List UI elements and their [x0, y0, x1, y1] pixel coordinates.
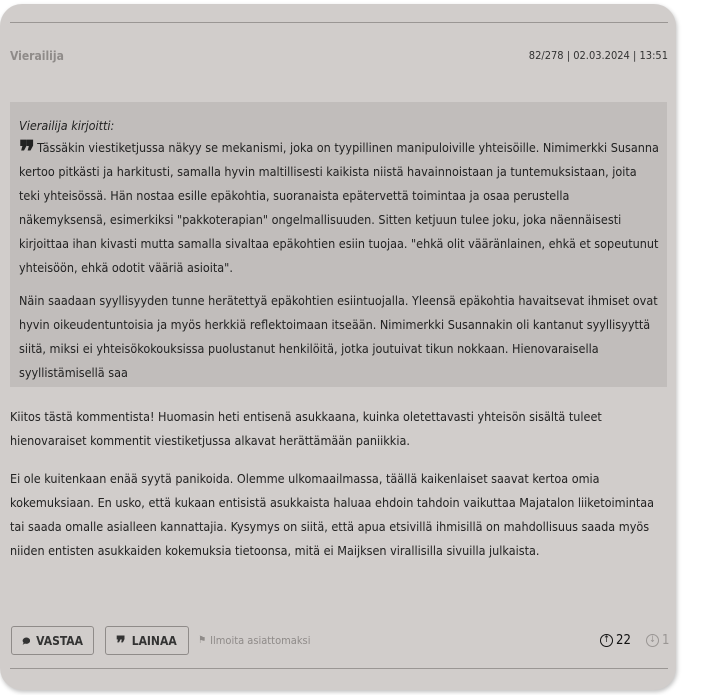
speech-bubble-icon — [22, 635, 30, 647]
report-label: Ilmoita asiattomaksi — [210, 634, 311, 647]
post-card — [0, 4, 676, 690]
flag-icon: ⚑ — [198, 635, 207, 646]
report-link[interactable] — [198, 634, 310, 647]
quote-paragraph: Tässäkin viestiketjussa näkyy se mekanismi, joka on tyypillinen manipuloiville yhteisöille. Nimimerkki Susanna kertoo pitkästi ja harkitusti, samalla hyvin maltillisesti kaikista niistä havainnoistaan ja tuntemuksistaan, joita teki yhteisössä. Hän nostaa esille epäkohtia, suoranaista epätervettä toimintaa ja osaa perustella näkemyksensä, esimerkiksi "pakkoterapian" ongelmallisuuden. Sitten ketjuun tulee joku, joka näennäisesti kirjoittaa ihan kivasti mutta samalla sivaltaa epäkohtien esiin tuojaa. "ehkä olit vääränlainen, ehkä et sopeutunut yhteisöön, ehkä odotit vääriä asioita". — [19, 140, 659, 275]
quote-block — [10, 102, 667, 387]
body-paragraph: Kiitos tästä kommentista! Huomasin heti entisenä asukkaana, kuinka oletettavasti yhteisön sisältä tuleet hienovaraiset kommentit viestiketjussa alkavat herättämään paniikkia. — [10, 409, 602, 448]
downvote-count: 1 — [662, 633, 670, 648]
arrow-up-icon: ↑ — [600, 634, 613, 647]
reply-button[interactable] — [11, 626, 94, 655]
divider-top — [10, 22, 668, 23]
post-meta: 82/278 | 02.03.2024 | 13:51 — [528, 49, 668, 62]
divider-bottom — [10, 668, 668, 669]
quote-paragraph: Näin saadaan syyllisyyden tunne herätettyä epäkohtien esiintuojalla. Yleensä epäkohtia havaitsevat ihmiset ovat hyvin oikeudentuntoisia ja myös herkkiä reflektoimaan itseään. Nimimerkki Susannakin oli kantanut syyllisyyttä siitä, miksi ei yhteisökokouksissa puolustanut henkilöitä, jotka joutuivat tikun nokkaan. Hienovaraisella syyllistämisellä saa — [19, 293, 658, 380]
upvote-count: 22 — [616, 633, 631, 648]
quote-icon: ❞ — [116, 632, 126, 654]
quote-header: Vierailija kirjoitti: — [19, 118, 115, 133]
quote-button[interactable] — [105, 626, 189, 655]
reply-label: VASTAA — [36, 633, 83, 648]
quote-mark-icon: ❞ — [19, 135, 34, 170]
body-paragraph: Ei ole kuitenkaan enää syytä panikoida. Olemme ulkomaailmassa, täällä kaikenlaiset saavat kertoa omia kokemuksiaan. En usko, että kukaan entisistä asukkaista haluaa ehdoin tahdoin vaikuttaa Majatalon liiketoimintaa tai saada omalle asialleen kannattajia. Kysymys on siitä, että apua etsivillä ihmisillä on mahdollisuus saada myös niiden entisten asukkaiden kokemuksia tietoonsa, mitä ei Maijksen virallisilla sivuilla julkaista. — [10, 471, 655, 558]
upvote-button[interactable] — [600, 633, 631, 648]
post-body — [10, 405, 670, 577]
downvote-button[interactable] — [646, 633, 669, 648]
quote-label: LAINAA — [131, 633, 177, 648]
post-author[interactable]: Vierailija — [10, 49, 64, 63]
arrow-down-icon: ↓ — [646, 634, 659, 647]
